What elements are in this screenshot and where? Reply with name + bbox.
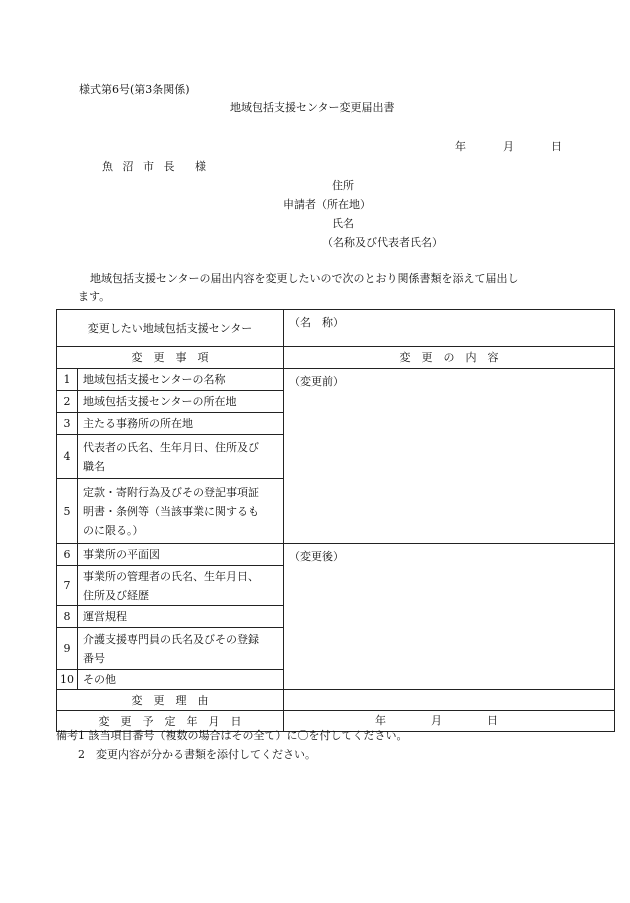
- item-label: その他: [78, 670, 284, 690]
- before-label: （変更前）: [289, 375, 344, 388]
- addressee: 魚 沼 市 長 様: [102, 160, 206, 173]
- planned-month-label: 月: [431, 714, 442, 727]
- after-label: （変更後）: [289, 550, 344, 563]
- table-row: [57, 544, 615, 566]
- item-number: 8: [57, 606, 78, 628]
- center-row: [57, 310, 615, 347]
- name-note: （名称及び代表者氏名）: [322, 236, 443, 249]
- item-label-line: 代表者の氏名、生年月日、住所及び: [83, 440, 259, 454]
- change-form-table: [56, 309, 615, 732]
- address-label: 住所: [332, 179, 354, 192]
- item-label-line: のに限る。）: [83, 523, 144, 537]
- item-label-line: 番号: [83, 651, 105, 665]
- item-label: [78, 566, 284, 606]
- item-label: 地域包括支援センターの所在地: [78, 391, 284, 413]
- date-month-label: 月: [503, 140, 514, 153]
- item-label: 地域包括支援センターの名称: [78, 369, 284, 391]
- item-label-line: 職名: [83, 459, 105, 473]
- item-number: 1: [57, 369, 78, 391]
- item-label-line: 住所及び経歴: [83, 588, 149, 602]
- reason-cell[interactable]: [284, 690, 615, 711]
- after-content-cell[interactable]: [284, 544, 615, 690]
- header-row: [57, 347, 615, 369]
- body-text-line2: ます。: [78, 290, 111, 303]
- item-label: 主たる事務所の所在地: [78, 413, 284, 435]
- date-year-label: 年: [455, 140, 466, 153]
- planned-day-label: 日: [487, 714, 498, 727]
- note-1: 備考1 該当項目番号（複数の場合はその全て）に〇を付してください。: [56, 729, 408, 742]
- item-label: [78, 479, 284, 544]
- document-title: 地域包括支援センター変更届出書: [230, 101, 395, 114]
- body-text-line1: 地域包括支援センターの届出内容を変更したいので次のとおり関係書類を添えて届出し: [90, 272, 519, 285]
- item-number: 4: [57, 435, 78, 479]
- planned-date-label: 変 更 予 定 年 月 日: [57, 711, 284, 732]
- item-number: 3: [57, 413, 78, 435]
- item-label: [78, 435, 284, 479]
- center-name-cell[interactable]: [284, 310, 615, 347]
- item-label-line: 明書・条例等（当該事業に関するも: [83, 504, 259, 518]
- center-label: 変更したい地域包括支援センター: [57, 310, 284, 347]
- table-row: [57, 369, 615, 391]
- item-label: [78, 628, 284, 670]
- item-label-line: 介護支援専門員の氏名及びその登録: [83, 632, 259, 646]
- item-label-line: 定款・寄附行為及びその登記事項証: [83, 485, 259, 499]
- item-number: 5: [57, 479, 78, 544]
- item-number: 7: [57, 566, 78, 606]
- item-label-line: 事業所の管理者の氏名、生年月日、: [83, 569, 259, 583]
- note-2: 2 変更内容が分かる書類を添付してください。: [78, 748, 316, 761]
- form-number: 様式第6号(第3条関係): [79, 83, 190, 96]
- item-number: 10: [57, 670, 78, 690]
- reason-row: [57, 690, 615, 711]
- applicant-label: 申請者（所在地）: [283, 198, 371, 211]
- item-label: 事業所の平面図: [78, 544, 284, 566]
- item-number: 9: [57, 628, 78, 670]
- before-content-cell[interactable]: [284, 369, 615, 544]
- reason-label: 変 更 理 由: [57, 690, 284, 711]
- planned-year-label: 年: [375, 714, 386, 727]
- center-name-label: （名 称）: [289, 316, 344, 329]
- item-label: 運営規程: [78, 606, 284, 628]
- col-item-header: 変 更 事 項: [57, 347, 284, 369]
- item-number: 2: [57, 391, 78, 413]
- item-number: 6: [57, 544, 78, 566]
- name-label: 氏名: [332, 217, 354, 230]
- col-content-header: 変 更 の 内 容: [284, 347, 615, 369]
- date-day-label: 日: [551, 140, 562, 153]
